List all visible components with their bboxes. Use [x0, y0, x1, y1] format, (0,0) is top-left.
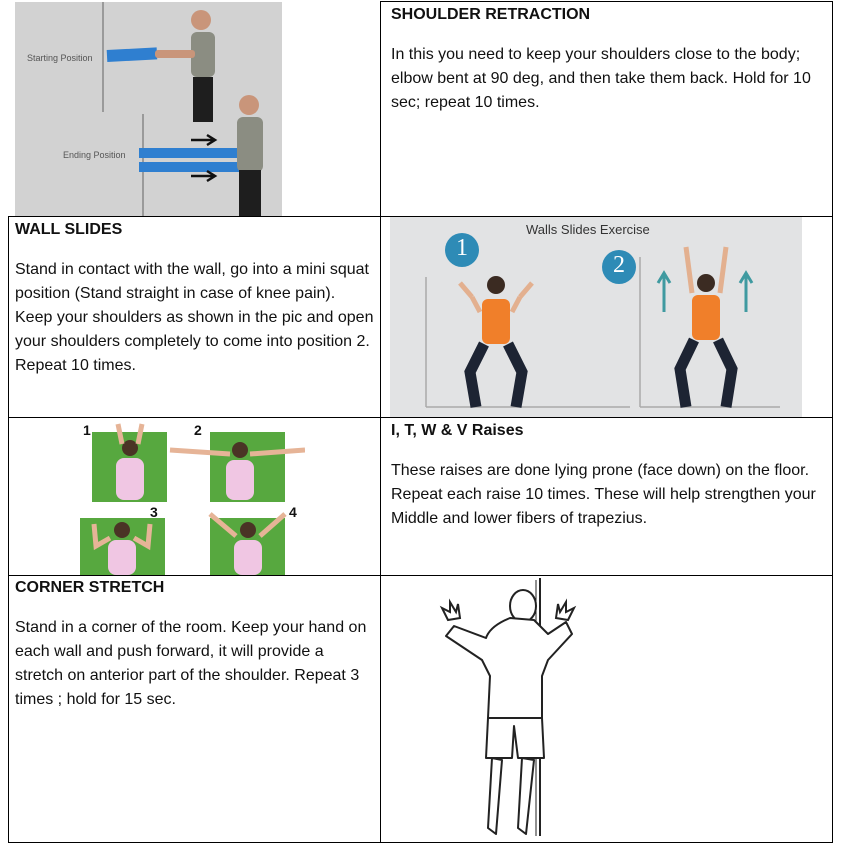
corner-stretch-image: [430, 578, 600, 840]
raise-number-4: 4: [289, 504, 297, 520]
row-divider-2: [8, 417, 833, 418]
shoulder-retraction-body: In this you need to keep your shoulders close to the body; elbow bent at 90 deg, and then take them back. Hold for 10 sec; repeat 10 times.: [391, 46, 811, 111]
table-border-top: [380, 1, 833, 2]
table-border-left: [8, 216, 9, 843]
shoulder-retraction-illustration: [15, 2, 282, 216]
ending-position-label: Ending Position: [63, 150, 126, 160]
corner-stretch-text: [15, 576, 375, 712]
table-border-bottom: [8, 842, 833, 843]
shoulder-retraction-text: [391, 3, 826, 115]
raise-number-3: 3: [150, 504, 158, 520]
itwv-raises-title: I, T, W & V Raises: [391, 422, 524, 439]
itwv-raises-image: [80, 420, 305, 575]
column-divider: [380, 1, 381, 843]
step-2-number: 2: [613, 252, 625, 278]
raise-number-2: 2: [194, 422, 202, 438]
raise-number-1: 1: [83, 422, 91, 438]
wall-slides-caption: Walls Slides Exercise: [526, 222, 650, 237]
starting-position-label: Starting Position: [27, 53, 93, 63]
itwv-raises-illustration: [80, 420, 305, 575]
shoulder-retraction-title: SHOULDER RETRACTION: [391, 6, 591, 23]
step-1-number: 1: [456, 235, 468, 261]
wall-slides-title: WALL SLIDES: [15, 221, 123, 238]
wall-slides-body: Stand in contact with the wall, go into a mini squat position (Stand straight in case of knee pain). Keep your shoulders as shown in the pic and open your shoulders completely to come into position 2. Repeat 10 times.: [15, 261, 374, 374]
shoulder-retraction-image: [15, 2, 282, 216]
wall-slides-image: [390, 217, 802, 417]
table-border-right: [832, 1, 833, 843]
itwv-raises-text: [391, 419, 826, 531]
itwv-raises-body: These raises are done lying prone (face down) on the floor. Repeat each raise 10 times. These will help strengthen your Middle and lower fibers of trapezius.: [391, 462, 816, 527]
corner-stretch-illustration: [430, 578, 600, 840]
corner-stretch-title: CORNER STRETCH: [15, 579, 165, 596]
corner-stretch-body: Stand in a corner of the room. Keep your hand on each wall and push forward, it will provide a stretch on anterior part of the shoulder. Repeat 3 times ; hold for 15 sec.: [15, 619, 367, 708]
wall-slides-text: [15, 218, 375, 378]
